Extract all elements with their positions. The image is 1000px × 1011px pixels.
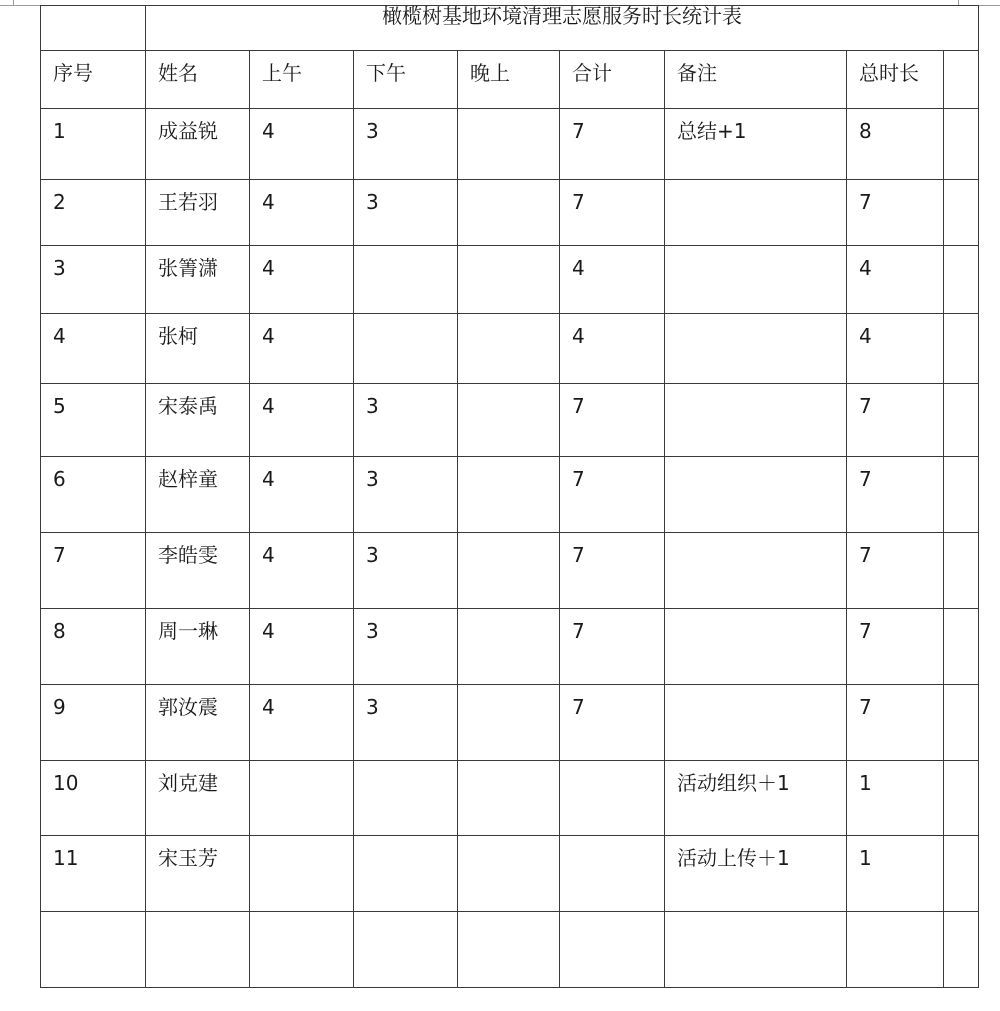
row-extra-cell — [944, 314, 979, 384]
cell-total-hours — [847, 836, 944, 912]
row-extra-cell — [944, 761, 979, 836]
volunteer-hours-table — [40, 5, 979, 988]
cell-name — [146, 685, 250, 761]
cell-remarks-value — [665, 246, 846, 258]
cell-morning — [250, 314, 354, 384]
cell-total-hours-value: 7 — [859, 467, 872, 491]
cell-name-value — [146, 912, 249, 924]
cell-name — [146, 912, 250, 988]
cell-afternoon-value — [354, 314, 457, 326]
col-header-index — [41, 51, 146, 109]
cell-name — [146, 609, 250, 685]
cell-name — [146, 384, 250, 457]
header-row — [41, 51, 979, 109]
cell-subtotal-value — [560, 912, 664, 924]
cell-subtotal — [560, 109, 665, 180]
cell-remarks-value — [665, 314, 846, 326]
cell-morning-value: 4 — [262, 695, 275, 719]
cell-total-hours-value: 8 — [859, 119, 872, 143]
cell-name-value: 王若羽 — [158, 190, 218, 214]
cell-afternoon — [354, 836, 458, 912]
cell-remarks — [665, 384, 847, 457]
col-header-remarks-label: 备注 — [677, 61, 717, 85]
row-extra-cell — [944, 109, 979, 180]
cell-index-value: 4 — [53, 324, 66, 348]
cell-index — [41, 836, 146, 912]
cell-morning-value: 4 — [262, 394, 275, 418]
cell-morning — [250, 246, 354, 314]
cell-morning — [250, 180, 354, 246]
row-extra-cell — [944, 836, 979, 912]
cell-morning-value: 4 — [262, 543, 275, 567]
cell-remarks — [665, 246, 847, 314]
cell-name-value: 宋泰禹 — [158, 394, 218, 418]
cell-subtotal-value — [560, 761, 664, 773]
title-row — [41, 6, 979, 51]
col-header-afternoon — [354, 51, 458, 109]
cell-remarks — [665, 761, 847, 836]
cell-evening — [458, 685, 560, 761]
cell-evening — [458, 836, 560, 912]
cell-evening-value — [458, 609, 559, 621]
cell-evening-value — [458, 912, 559, 924]
cell-total-hours-value: 7 — [859, 394, 872, 418]
cell-morning-value: 4 — [262, 256, 275, 280]
table-row — [41, 609, 979, 685]
cell-remarks — [665, 912, 847, 988]
cell-total-hours-value: 7 — [859, 695, 872, 719]
cell-name — [146, 314, 250, 384]
title-left-cell — [41, 6, 146, 51]
cell-total-hours — [847, 384, 944, 457]
row-extra-cell — [944, 384, 979, 457]
cell-morning-value: 4 — [262, 619, 275, 643]
col-header-subtotal-label: 合计 — [572, 61, 612, 85]
cell-afternoon-value: 3 — [366, 119, 379, 143]
cell-total-hours-value: 1 — [859, 771, 872, 795]
cell-remarks — [665, 180, 847, 246]
cell-morning — [250, 533, 354, 609]
cell-morning-value — [250, 836, 353, 848]
col-header-index-label: 序号 — [53, 61, 93, 85]
cell-afternoon-value: 3 — [366, 543, 379, 567]
cell-morning — [250, 609, 354, 685]
col-header-name — [146, 51, 250, 109]
cell-remarks — [665, 609, 847, 685]
col-header-name-label: 姓名 — [158, 61, 198, 85]
cell-afternoon-value: 3 — [366, 190, 379, 214]
cell-evening — [458, 384, 560, 457]
cell-subtotal-value: 7 — [572, 695, 585, 719]
cell-evening — [458, 314, 560, 384]
col-header-subtotal — [560, 51, 665, 109]
row-extra-cell — [944, 685, 979, 761]
cell-morning-value: 4 — [262, 324, 275, 348]
cell-remarks-value — [665, 457, 846, 469]
cell-afternoon-value — [354, 836, 457, 848]
cell-subtotal — [560, 314, 665, 384]
col-header-total-hours — [847, 51, 944, 109]
col-header-afternoon-label: 下午 — [366, 61, 406, 85]
cell-name-value: 赵梓童 — [158, 467, 218, 491]
cell-morning — [250, 761, 354, 836]
cell-remarks-value — [665, 384, 846, 396]
table-row — [41, 685, 979, 761]
cell-evening — [458, 761, 560, 836]
cell-evening-value — [458, 246, 559, 258]
cell-index — [41, 384, 146, 457]
cell-remarks — [665, 457, 847, 533]
cell-afternoon-value: 3 — [366, 695, 379, 719]
cell-subtotal-value: 7 — [572, 119, 585, 143]
cell-morning-value — [250, 761, 353, 773]
cell-morning-value: 4 — [262, 467, 275, 491]
cell-remarks — [665, 533, 847, 609]
table-row — [41, 533, 979, 609]
cell-evening-value — [458, 685, 559, 697]
cell-name — [146, 533, 250, 609]
cell-evening — [458, 609, 560, 685]
cell-total-hours — [847, 180, 944, 246]
row-extra-cell — [944, 533, 979, 609]
cell-total-hours-value — [847, 912, 943, 924]
cell-name-value: 周一琳 — [158, 619, 218, 643]
cell-index-value: 1 — [53, 119, 66, 143]
cell-morning — [250, 109, 354, 180]
cell-total-hours-value: 4 — [859, 256, 872, 280]
cell-remarks-value — [665, 180, 846, 192]
cell-evening-value — [458, 384, 559, 396]
cell-afternoon-value: 3 — [366, 619, 379, 643]
header-extra-cell — [944, 51, 979, 109]
cell-index — [41, 912, 146, 988]
row-extra-cell — [944, 912, 979, 988]
table-row — [41, 384, 979, 457]
cell-name — [146, 457, 250, 533]
cell-afternoon — [354, 457, 458, 533]
table-title: 橄榄树基地环境清理志愿服务时长统计表 — [382, 4, 742, 28]
cell-index — [41, 109, 146, 180]
cell-name — [146, 109, 250, 180]
cell-total-hours-value: 7 — [859, 543, 872, 567]
row-extra-cell — [944, 457, 979, 533]
cell-afternoon-value: 3 — [366, 467, 379, 491]
cell-afternoon-value: 3 — [366, 394, 379, 418]
cell-morning — [250, 685, 354, 761]
cell-evening-value — [458, 761, 559, 773]
table-row — [41, 912, 979, 988]
cell-name-value: 李皓雯 — [158, 543, 218, 567]
table-row — [41, 836, 979, 912]
cell-subtotal-value: 7 — [572, 619, 585, 643]
cell-subtotal — [560, 384, 665, 457]
cell-afternoon — [354, 246, 458, 314]
table-row — [41, 246, 979, 314]
cell-total-hours — [847, 761, 944, 836]
col-header-remarks — [665, 51, 847, 109]
top-tick-left — [13, 0, 14, 6]
table-row — [41, 180, 979, 246]
table-row — [41, 457, 979, 533]
cell-total-hours-value: 7 — [859, 619, 872, 643]
cell-index-value: 9 — [53, 695, 66, 719]
cell-evening — [458, 180, 560, 246]
cell-total-hours — [847, 314, 944, 384]
cell-index — [41, 609, 146, 685]
title-cell — [146, 6, 979, 51]
cell-morning — [250, 836, 354, 912]
cell-total-hours-value: 4 — [859, 324, 872, 348]
cell-evening — [458, 246, 560, 314]
cell-index-value: 5 — [53, 394, 66, 418]
cell-total-hours-value: 7 — [859, 190, 872, 214]
cell-total-hours — [847, 246, 944, 314]
cell-name — [146, 246, 250, 314]
cell-subtotal-value: 7 — [572, 543, 585, 567]
cell-subtotal-value: 7 — [572, 467, 585, 491]
cell-name — [146, 180, 250, 246]
cell-index-value: 3 — [53, 256, 66, 280]
cell-name-value: 宋玉芳 — [158, 846, 218, 870]
cell-name-value: 张柯 — [158, 324, 198, 348]
table-row — [41, 314, 979, 384]
cell-total-hours — [847, 533, 944, 609]
cell-name-value: 张箐潇 — [158, 256, 218, 280]
cell-remarks — [665, 836, 847, 912]
cell-subtotal — [560, 246, 665, 314]
cell-afternoon — [354, 533, 458, 609]
row-extra-cell — [944, 246, 979, 314]
cell-remarks-value: 总结+1 — [677, 119, 747, 143]
col-header-evening-label: 晚上 — [470, 61, 510, 85]
cell-evening-value — [458, 836, 559, 848]
cell-morning — [250, 457, 354, 533]
cell-afternoon — [354, 314, 458, 384]
cell-index-value: 2 — [53, 190, 66, 214]
cell-index — [41, 533, 146, 609]
cell-evening — [458, 912, 560, 988]
cell-evening — [458, 109, 560, 180]
cell-afternoon-value — [354, 912, 457, 924]
cell-morning — [250, 912, 354, 988]
cell-afternoon — [354, 109, 458, 180]
cell-remarks-value — [665, 609, 846, 621]
cell-remarks-value: 活动上传＋1 — [677, 846, 790, 870]
cell-index-value: 10 — [53, 771, 79, 795]
cell-morning-value: 4 — [262, 190, 275, 214]
cell-subtotal-value — [560, 836, 664, 848]
cell-evening — [458, 533, 560, 609]
cell-evening-value — [458, 314, 559, 326]
cell-subtotal — [560, 457, 665, 533]
cell-name-value: 成益锐 — [158, 119, 218, 143]
cell-name-value: 郭汝震 — [158, 695, 218, 719]
cell-evening-value — [458, 109, 559, 121]
cell-total-hours — [847, 609, 944, 685]
cell-total-hours — [847, 109, 944, 180]
cell-afternoon — [354, 912, 458, 988]
cell-total-hours — [847, 685, 944, 761]
cell-afternoon — [354, 180, 458, 246]
cell-name — [146, 836, 250, 912]
cell-index — [41, 457, 146, 533]
cell-subtotal — [560, 180, 665, 246]
cell-remarks — [665, 685, 847, 761]
cell-evening-value — [458, 457, 559, 469]
cell-index-value: 11 — [53, 846, 79, 870]
cell-afternoon — [354, 761, 458, 836]
cell-evening-value — [458, 533, 559, 545]
cell-afternoon-value — [354, 761, 457, 773]
cell-subtotal-value: 4 — [572, 256, 585, 280]
cell-subtotal — [560, 761, 665, 836]
cell-remarks — [665, 314, 847, 384]
cell-subtotal — [560, 836, 665, 912]
cell-index — [41, 685, 146, 761]
col-header-evening — [458, 51, 560, 109]
cell-name-value: 刘克建 — [158, 771, 218, 795]
cell-remarks-value — [665, 533, 846, 545]
col-header-total-hours-label: 总时长 — [859, 61, 919, 85]
row-extra-cell — [944, 180, 979, 246]
cell-subtotal-value: 4 — [572, 324, 585, 348]
table-row — [41, 761, 979, 836]
cell-index-value — [41, 912, 145, 924]
cell-index-value: 6 — [53, 467, 66, 491]
col-header-morning-label: 上午 — [262, 61, 302, 85]
cell-total-hours-value: 1 — [859, 846, 872, 870]
cell-morning-value — [250, 912, 353, 924]
cell-evening — [458, 457, 560, 533]
cell-subtotal-value: 7 — [572, 190, 585, 214]
table-row — [41, 109, 979, 180]
cell-remarks-value — [665, 685, 846, 697]
cell-afternoon-value — [354, 246, 457, 258]
cell-total-hours — [847, 457, 944, 533]
row-extra-cell — [944, 609, 979, 685]
cell-subtotal-value: 7 — [572, 394, 585, 418]
cell-index — [41, 246, 146, 314]
cell-index-value: 8 — [53, 619, 66, 643]
cell-morning — [250, 384, 354, 457]
cell-index-value: 7 — [53, 543, 66, 567]
cell-subtotal — [560, 609, 665, 685]
cell-afternoon — [354, 384, 458, 457]
cell-index — [41, 180, 146, 246]
cell-subtotal — [560, 685, 665, 761]
cell-subtotal — [560, 533, 665, 609]
cell-afternoon — [354, 685, 458, 761]
cell-remarks — [665, 109, 847, 180]
cell-subtotal — [560, 912, 665, 988]
cell-total-hours — [847, 912, 944, 988]
cell-index — [41, 314, 146, 384]
cell-name — [146, 761, 250, 836]
cell-evening-value — [458, 180, 559, 192]
cell-remarks-value — [665, 912, 846, 924]
cell-remarks-value: 活动组织＋1 — [677, 771, 790, 795]
cell-index — [41, 761, 146, 836]
cell-morning-value: 4 — [262, 119, 275, 143]
cell-afternoon — [354, 609, 458, 685]
col-header-morning — [250, 51, 354, 109]
